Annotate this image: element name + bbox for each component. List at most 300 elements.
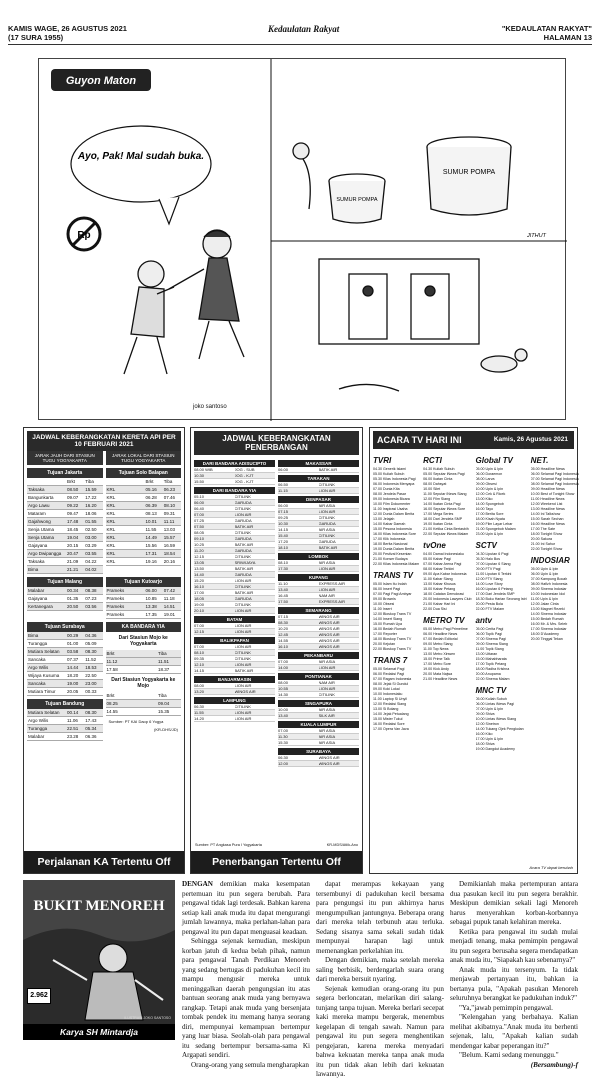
tv-column: [423, 452, 471, 752]
flight-row: 10.55 LION AIR: [278, 686, 359, 692]
program-item: 04.30 Generik Islami: [373, 467, 406, 471]
table-row: KRL 06.28 07.46: [106, 494, 182, 502]
flight-city-header: PONTIANAK: [278, 673, 359, 680]
program-item: 05.00 Kuliah Subuh: [475, 697, 507, 701]
program-item: 05.00 Kabar Pagi: [423, 557, 451, 561]
program-item: 18.00 Catatan Demokrasi: [423, 592, 464, 596]
program-item: 21.00 Ini Sahur: [530, 542, 556, 546]
story-paragraph: Ketika para pengawal itu sudah mulai menjadi tenang, maka pemimpin pengawal itu pun segera berusaha segera mendapatkan anak muda itu, "Siapakah kau sebenarnya?": [450, 927, 578, 964]
sumur-pompa-scene: [293, 137, 511, 223]
flight-row: 07.00 AIR ASIA: [278, 728, 359, 734]
masthead: Kedaulatan Rakyat: [268, 24, 340, 34]
flight-row: 06.40 CITILINK: [194, 506, 275, 512]
kutoarjo-table: [106, 587, 182, 619]
program-item: 14.00 Sinema Indosiar: [530, 612, 567, 616]
tv-column: [476, 452, 527, 752]
table-row: Mutiara Timur 20.05 00.33: [27, 688, 103, 696]
bandara-from: Dari Stasiun Mojo ke Yogyakarta: [118, 635, 168, 647]
program-item: 13.00 Uttaran: [475, 652, 498, 656]
station-headers: [27, 451, 181, 465]
novel-author: Karya SH Mintardja: [23, 1024, 175, 1040]
program-item: 12.00 Jalan Cinta: [530, 602, 559, 606]
table-row: KRL 11.55 13.03: [106, 526, 182, 534]
flight-row: 18.05 GARUDA: [194, 596, 275, 602]
program-item: 09.00 Shiva: [475, 712, 495, 716]
cartoonist-signature: JITHUT: [527, 233, 546, 239]
channel-logo: INDOSIAR: [530, 556, 570, 565]
program-item: 11.00 Inspirasi Usaha: [373, 507, 408, 511]
malang-header: Tujuan Malang: [27, 577, 103, 587]
flight-row: 14.20 LION AIR: [194, 716, 275, 722]
flight-row: 13.40 LION AIR: [278, 587, 359, 593]
flight-city-header: MAKASSAR: [278, 460, 359, 467]
program-item: 07.00 Kampung Bocah: [530, 577, 568, 581]
flight-city-header: LAMPUNG: [194, 697, 275, 704]
program-item: 08.00 Kabar Terkini: [423, 567, 455, 571]
table-row: Bima 21.21 04.02: [27, 566, 103, 574]
flight-row: 16.10 CITILINK: [194, 584, 275, 590]
program-item: 08.00 Hafizh Indonesia: [530, 582, 568, 586]
program-item: 05.00 Upin & Ipin: [475, 467, 504, 471]
program-item: 09.00 Metro Siang: [423, 642, 453, 646]
cartoon-credit: joko santoso: [193, 404, 227, 410]
program-item: 06.00 Doraemon: [475, 472, 503, 476]
story-paragraph: Sejenak kemudian orang-orang itu pun segera berloncatan, melarikan diri salang-tunjang tanpa tujuan. Mereka berlari secepat kaki mereka mampu bergerak, menembus kegelapan di tengah sawah. Namun para pengawal itu pun segera menghentikan pengejaran, karena mereka menyadari bahwa kekuatan mereka tanpa anak muda itu pun tidak akan lebih dari kekuatan lawannya.: [316, 984, 444, 1078]
program-item: 17.00 Mega Series: [423, 512, 454, 516]
channel-logo: Global TV: [475, 456, 513, 465]
table-row: Gajayana 01.35 07.23: [27, 595, 103, 603]
table-row: Gajahwong 17.48 01.55: [27, 518, 103, 526]
bandara-table-2: [106, 700, 182, 716]
channel-logo: tvOne: [423, 541, 446, 550]
program-item: 14.00 Jejak Petualang: [373, 712, 409, 716]
program-item: 16.00 Redaksi Sore: [373, 722, 405, 726]
flight-city-header: BALIKPAPAN: [194, 637, 275, 644]
program-item: 05.00 Cerita Pagi: [475, 627, 504, 631]
program-item: 05.30 Halo Bos: [475, 557, 501, 561]
speech-tail: [159, 197, 179, 224]
program-item: 09.00 Obsesi: [475, 482, 497, 486]
flight-row: 07.15 LION AIR: [278, 509, 359, 515]
flight-row: 14.00 LION AIR: [278, 665, 359, 671]
program-item: 22.00 Bioskop Trans TV: [373, 647, 412, 651]
surabaya-header: Tujuan Surabaya: [27, 622, 103, 632]
table-row: 11.12 11.51: [106, 658, 182, 666]
program-item: 20.00 Mata Najwa: [423, 672, 453, 676]
date-line: KAMIS WAGE, 26 AGUSTUS 2021: [8, 24, 127, 33]
table-row: Prameks 13.38 14.51: [106, 603, 182, 611]
program-item: 09.00 Brownis: [373, 597, 396, 601]
program-item: 07.00 Upin & Ipin: [475, 707, 504, 711]
program-item: 14.00 Ikatan Cinta Pagi: [423, 502, 461, 506]
flight-row: 08.00 NAM AIR: [278, 680, 359, 686]
flight-city-header: DENPASAR: [278, 496, 359, 503]
table-row: Argo Wilis 14.44 18.53: [27, 664, 103, 672]
table-row: Sancaka 07.37 11.52: [27, 656, 103, 664]
flight-row: 11.30 AIR ASIA: [278, 734, 359, 740]
program-item: 10.00 Lintas iNews Siang: [475, 717, 517, 721]
table-row: Bangunkarta 09.07 17.22: [27, 494, 103, 502]
flight-row: 06.00 BATIK AIR: [278, 467, 359, 473]
program-item: 05.00 Kuliah Subuh: [373, 472, 405, 476]
program-item: 06.00 Insert Pagi: [373, 587, 401, 591]
program-item: 15.00 Sarah Sechan: [530, 517, 564, 521]
program-item: 04.00 Damai Indonesiaku: [423, 552, 464, 556]
program-item: 05.00 Islam Itu Indah: [373, 582, 407, 586]
flight-row: 17.50 EXPRESS AIR: [278, 599, 359, 605]
program-item: 04.30 Liputan 6 Pagi: [475, 552, 509, 556]
channel-logo: TVRI: [373, 456, 392, 465]
flight-city-header: DARI BANDARA YIA: [194, 487, 275, 494]
program-item: 16.00 Liputan 6 Petang: [475, 587, 513, 591]
flight-row: 15.40 CITILINK: [278, 533, 359, 539]
serial-novel-banner: [23, 880, 175, 1040]
program-item: 18.00 Radha Krishna: [475, 667, 510, 671]
story-paragraph: "Kelengahan yang berbahaya. Kalian melihat akibatnya."Anak muda itu berhenti sejenak, lalu, "Apakah kalian sudah mendengar kabar peperangan itu?": [450, 1013, 578, 1050]
man-figure: [124, 261, 174, 374]
flight-city-header: KUPANG: [278, 574, 359, 581]
program-item: 08.00 Jendela Pasar: [373, 492, 406, 496]
table-row: KRL 08.13 09.31: [106, 510, 182, 518]
sura-line: (17 SURA 1955): [8, 33, 64, 42]
flight-row: 14.40 GARUDA: [194, 572, 275, 578]
program-item: 13.00 Jelajah: [373, 517, 395, 521]
tv-grid: [373, 452, 579, 752]
program-item: 16.00 Mr. & Mrs. Seleb: [530, 622, 568, 626]
novel-title: BUKIT MENOREH: [33, 898, 165, 914]
program-item: 10.00 Film Dokumenter: [373, 502, 411, 506]
program-item: 13.00 Metro Xinwen: [423, 652, 456, 656]
program-item: 18.00 Shiva: [475, 742, 495, 746]
program-item: 13.00 Headline News: [530, 507, 565, 511]
flight-source: Sumber: PT Angkasa Pura I Yogyakarta: [195, 843, 262, 847]
program-item: 16.00 Seputar iNews Sore: [423, 507, 466, 511]
program-item: 10.00 Indonesiaku: [373, 692, 403, 696]
flight-row: 07.00 LION AIR: [194, 623, 275, 629]
flight-row: 17.20 GARUDA: [278, 539, 359, 545]
story-paragraph: "Ya,"jawab pemimpin pengawal.: [459, 1003, 553, 1012]
program-item: 16.00 Bedah Rumah: [373, 627, 406, 631]
program-item: 17.00 Sinema Indosiar: [530, 627, 567, 631]
bandara-header: KA BANDARA YIA: [106, 622, 182, 632]
program-item: 06.00 Ikatan Cinta: [423, 477, 453, 481]
story-paragraph: Anak muda itu tersenyum. Ia tidak menjawab pertanyaan itu, bahkan ia bertanya pula, "Apakah pasukan Menoreh seluruhnya berangkat ke padukuhan induk?": [450, 965, 578, 1002]
program-item: 17.00 Klik Indonesia: [373, 537, 406, 541]
series-title: Guyon Maton: [65, 75, 137, 87]
program-item: 17.00 Opera Van Java: [373, 727, 409, 731]
story-paragraph: Orang-orang yang semula mengharapkan: [191, 1060, 309, 1069]
program-item: 14.00 Tukang Ojek Pengkolan: [475, 727, 524, 731]
program-item: 07.00 Selamat Pagi Indonesia: [530, 477, 579, 481]
program-item: 22.00 FTV Malam: [475, 607, 505, 611]
flight-row: 14.30 CITILINK: [278, 692, 359, 698]
table-row: Gajayana 20.15 03.29: [27, 542, 103, 550]
program-item: 19.00 Kick Andy: [423, 667, 449, 671]
flight-row: 10.00 AIR ASIA: [278, 707, 359, 713]
flight-row: 06.50 CITILINK: [278, 482, 359, 488]
flight-row: 06.00 AIR ASIA: [278, 503, 359, 509]
flight-row: 10.30 GARUDA: [278, 521, 359, 527]
flight-row: 14.15 AIR ASIA: [278, 527, 359, 533]
channel-logo: RCTI: [423, 456, 442, 465]
program-item: 07.00 Kabar Arena Pagi: [423, 562, 462, 566]
flight-row: 12.10 LION AIR: [194, 662, 275, 668]
table-row: Prameks 06.00 07.42: [106, 587, 182, 595]
train-source: Sumber: PT KAI Daop 6 Yogya: [108, 719, 164, 724]
jakarta-table: [27, 486, 103, 574]
flight-row: 07.50 BATIK AIR: [194, 524, 275, 530]
solo-table: [106, 486, 182, 566]
tv-column: [373, 452, 419, 752]
paper-name: "KEDAULATAN RAKYAT": [501, 24, 592, 33]
program-item: 19.00 Dangdut Academy: [475, 747, 515, 751]
channel-logo: antv: [475, 616, 492, 625]
story-paragraph: dapat merampas kekayaan yang tersembunyi di padukuhan kecil bersama para pengungsi itu pun akhirnya harus mengumpulkan jantungnya. Beberapa orang dari mereka telah terbunuh atau terluka. Sedang sisanya sama sekali sudah tidak mempunyai harapan lagi untuk memenangkan perkelahian itu.: [316, 880, 444, 955]
program-item: 15.00 Bedah Rumah: [530, 617, 564, 621]
program-item: 14.00 Ini Talkshow: [530, 512, 561, 516]
program-item: 13.00 Kabar Khusus: [423, 582, 456, 586]
program-item: 17.00 Upin & Ipin: [475, 737, 504, 741]
program-item: 20.00 Pesta Bola: [475, 602, 503, 606]
program-item: 04.30 Kuliah Subuh: [423, 467, 455, 471]
program-item: 11.00 Liputan 6 Terkini: [475, 572, 512, 576]
program-item: 22.00 Tonight Show: [530, 547, 563, 551]
story-paragraph: Dengan demikian, maka setelah mereka saling berbisik, berdengarlah suara orang dari mereka bersuit nyaring.: [316, 956, 444, 983]
flight-row: 16.10 WINGS AIR: [278, 644, 359, 650]
table-row: Prameks 10.85 11.18: [106, 595, 182, 603]
program-item: 12.00 Weekend List: [530, 502, 563, 506]
tv-schedule-panel: [369, 427, 578, 874]
program-item: 22.00 Kilas Indonesia Malam: [373, 562, 420, 566]
story-paragraph: Demikianlah maka pertempuran antara dua pasukan kecil itu pun segera berakhir. Meskipun demikian sekali lagi Menoreh harus menyerahkan korban-korbannya sebagai pupuk tanah kelahiran mereka.: [450, 880, 578, 926]
table-row: KRL 06.39 08.10: [106, 502, 182, 510]
flight-row: 09.35 CITILINK: [194, 656, 275, 662]
table-row: Mataram 09.47 18.06: [27, 510, 103, 518]
flight-row: 08.00 WIB JOG - SUB: [194, 467, 275, 473]
table-row: KRL 05.16 06.23: [106, 486, 182, 494]
program-item: 14.00 Spongebob: [475, 502, 504, 506]
program-item: 12.00 FTV Siang: [475, 577, 503, 581]
flight-city-header: SURABAYA: [278, 748, 359, 755]
program-item: 06.00 Headline News: [423, 632, 458, 636]
table-row: KRL 19.16 20.16: [106, 558, 182, 566]
program-item: 11.00 Laptop Si Unyil: [373, 697, 407, 701]
story-paragraph: Sehingga sejenak kemudian, meskipun korban jatuh di kedua belah pihak, namun para pengawal Tanah Perdikan Menoreh yang sedang bertugas di padukuhan kecil itu mampu mengusir mereka untuk meninggalkan daerah pengungsian itu atas bantuan seorang anak muda yang bernyawa rangkap. Tetapi anak muda yang bersenjata tombak pendek itu memang hanya seorang diri, mempunyai kemampuan bertempur yang luar biasa. Seolah-olah para pengawal itu sedang bertempur bersama-sama Ki Argapati sendiri.: [182, 937, 310, 1059]
program-item: 18.00 Berita Nasional: [373, 542, 408, 546]
program-item: 11.00 Seputar iNews Siang: [423, 492, 467, 496]
program-item: 05.30 Kilas Indonesia Pagi: [373, 477, 416, 481]
program-item: 11.00 Kabar Siang: [423, 577, 453, 581]
program-item: 14.00 Insert Siang: [373, 617, 403, 621]
table-row: Mutiara Selatan 03.58 08.30: [27, 648, 103, 656]
tv-title: ACARA TV HARI INI: [377, 435, 462, 445]
program-item: 17.00 Metro Sore: [423, 662, 451, 666]
channel-logo: SCTV: [475, 541, 497, 550]
program-item: 20.00 Tinggal Tekan: [530, 637, 563, 641]
flight-row: 08.00 LION AIR: [194, 683, 275, 689]
flight-row: 07.00 LION AIR: [194, 644, 275, 650]
flight-row: 06.30 WINGS AIR: [278, 755, 359, 761]
program-item: 17.00 The Sate: [530, 527, 556, 531]
program-item: 15.00 Rumah Uya: [373, 622, 402, 626]
program-item: 12.00 Sinetron: [475, 722, 499, 726]
program-item: 11.00 Top News: [423, 647, 449, 651]
channel-logo: MNC TV: [475, 686, 507, 695]
channel-logo: METRO TV: [423, 616, 465, 625]
table-row: Mutiara Selatan 00.14 08.30: [27, 709, 103, 717]
flight-row: 12.45 WINGS AIR: [278, 632, 359, 638]
program-item: 06.00 Selamat Pagi Indonesia: [530, 472, 579, 476]
bandara-to: Dari Stasiun Yogyakarta ke Mojo: [111, 677, 176, 689]
table-row: KRL 17.31 18.54: [106, 550, 182, 558]
channel-logo: TRANS TV: [373, 571, 413, 580]
program-item: 20.00 Indonesia Lawyers Club: [423, 597, 472, 601]
program-item: 12.00 Redaksi Siang: [373, 702, 407, 706]
pompa-label-1: SUMUR POMPA: [442, 169, 496, 176]
flight-schedule-panel: [190, 427, 363, 874]
program-item: 21.00 Spongebob Malam: [475, 527, 516, 531]
program-item: 05.00 Upin & Ipin: [530, 567, 559, 571]
table-row: Taksaka 21.09 04.22: [27, 558, 103, 566]
program-item: 21.00 Konser Budaya: [373, 557, 408, 561]
program-item: 10.00 Silet: [423, 487, 441, 491]
program-item: 10.00 Best of Tonight Show: [530, 492, 575, 496]
program-item: 22.00 Dua Sisi: [423, 607, 447, 611]
program-item: 10.00 Obsesi: [373, 602, 395, 606]
flight-code: KR-MDS/Atlik-Ano: [326, 843, 358, 847]
flight-row: 08.30 WINGS AIR: [278, 620, 359, 626]
program-item: 07.00 Liputan 6 Siang: [475, 562, 511, 566]
program-item: 05.00 Selamat Pagi: [373, 667, 405, 671]
continued-note: (Bersambung)-f: [530, 1060, 578, 1069]
program-item: 06.00 Upin & Ipin: [530, 572, 559, 576]
program-item: 18.00 Kisah Nyata: [475, 517, 505, 521]
flight-row: 14.55 WINGS AIR: [278, 638, 359, 644]
episode-badge: 2.962: [27, 988, 51, 1004]
flight-row: 08.10 AIR ASIA: [278, 560, 359, 566]
speech-text: Ayo, Pak! Mal sudah buka.: [77, 151, 205, 162]
flight-city-header: PEKANBARU: [278, 652, 359, 659]
table-row: Argo Wilis 11.06 17.43: [27, 717, 103, 725]
program-item: 20.00 Sakura: [530, 537, 553, 541]
program-item: 09.00 Indonesia Bicara: [373, 497, 410, 501]
program-item: 13.00 Kiko: [475, 497, 493, 501]
woman-figure: [169, 230, 244, 359]
program-item: 13.00 Magnet Rezeki: [530, 607, 565, 611]
flight-row: 19.00 CITILINK: [194, 602, 275, 608]
program-item: 21.00 Kabar Hari Ini: [423, 602, 456, 606]
table-row: Turangga 22.51 05.34: [27, 725, 103, 733]
flight-row: 17.00 BATIK AIR: [194, 590, 275, 596]
program-item: 21.00 Headline News: [423, 677, 458, 681]
program-item: 11.00 Insert: [373, 607, 392, 611]
jakarta-header: Tujuan Jakarta: [27, 468, 103, 478]
flight-row: 15.20 LION AIR: [194, 578, 275, 584]
bandung-table: [27, 709, 103, 741]
program-item: 17.00 Reporter: [373, 632, 397, 636]
train-footer: Perjalanan KA Tertentu Off: [24, 851, 184, 873]
program-item: 09.00 Apa Kabar Indonesia: [423, 572, 467, 576]
program-item: 18.30 Buku Harian Seorang Istri: [475, 597, 527, 601]
flight-city-header: SEMARANG: [278, 607, 359, 614]
solo-header: Tujuan Solo Balapan: [106, 468, 182, 478]
program-item: 17.00 Berita Sore: [475, 512, 504, 516]
flight-city-header: DARI BANDARA ADISUCIPTO: [194, 460, 275, 467]
flight-row: 11.10 EXPRESS AIR: [278, 581, 359, 587]
program-item: 12.00 Cek & Ricek: [475, 492, 506, 496]
flight-row: 20.10 LION AIR: [194, 608, 275, 614]
program-item: 09.00 Sinema Indosiar: [530, 587, 567, 591]
flight-row: 15.30 AIR ASIA: [278, 740, 359, 746]
program-item: 06.00 Redaksi Pagi: [373, 672, 405, 676]
flight-column-right: [278, 458, 359, 767]
program-item: 07.00 Pagi Pagi Ambyar: [373, 592, 412, 596]
table-row: Kertanegara 20.50 03.56: [27, 603, 103, 611]
table-row: Prameks 17.35 19.01: [106, 611, 182, 619]
flight-row: 06.00 GARUDA: [194, 500, 275, 506]
program-item: 10.00 Indonesian Idol: [530, 592, 566, 596]
program-item: 08.00 Selamat Pagi Indonesia: [530, 482, 579, 486]
program-item: 11.00 Topik Siang: [475, 647, 504, 651]
program-item: 13.00 Si Bolang: [373, 707, 399, 711]
program-item: 08.00 Dahsyat: [423, 482, 447, 486]
table-row: Wijaya Kusuma 18.20 22.50: [27, 672, 103, 680]
flight-city-header: SINGAPURA: [278, 700, 359, 707]
story-column-3: [450, 880, 578, 1070]
program-item: 12.00 Film Siang: [423, 497, 451, 501]
flight-row: 08.10 CITILINK: [194, 650, 275, 656]
program-item: 09.00 Sinema Siang: [475, 642, 508, 646]
program-item: 15.00 Pesona Indonesia: [373, 527, 412, 531]
page-header: [0, 0, 600, 58]
cartoon-panel: [38, 58, 566, 420]
program-item: 15.00 Mahabharata: [475, 657, 507, 661]
program-item: 09.00 Headline News: [530, 487, 565, 491]
story-paragraph: "Belum. Kami sedang menunggu.": [459, 1051, 559, 1059]
program-item: 19.00 Ikatan Cinta: [423, 522, 453, 526]
program-item: 19.00 Film Layar Lebar: [475, 522, 513, 526]
program-item: 07.00 Bedah Editorial: [423, 637, 458, 641]
flight-row: 11.20 GARUDA: [194, 548, 275, 554]
program-item: 20.00 Kejutan: [373, 642, 396, 646]
flight-row: 13.40 SILK AIR: [278, 713, 359, 719]
program-item: 20.00 Festival Kesenian: [373, 552, 412, 556]
program-item: 18.00 Bioskop Trans TV: [373, 637, 412, 641]
flight-row: 07.15 WINGS AIR: [278, 614, 359, 620]
flight-city-header: BANJARMASIN: [194, 676, 275, 683]
program-item: 06.00 Lintas iNews Pagi: [475, 702, 515, 706]
program-item: 07.00 Ragam Indonesia: [373, 677, 412, 681]
flight-footer: Penerbangan Tertentu Off: [191, 851, 362, 873]
program-item: 16.00 Tayo: [475, 507, 494, 511]
program-item: 11.00 Upin & Ipin: [530, 597, 558, 601]
flight-row: 12.00 WINGS AIR: [278, 761, 359, 767]
story-column-1: [182, 880, 310, 1070]
table-row: Senja Utama 18.45 02.50: [27, 526, 103, 534]
program-item: 08.00 Jejak Si Gundul: [373, 682, 409, 686]
program-item: 22.00 Seputar iNews Malam: [423, 532, 469, 536]
program-item: 06.00 Topik Pagi: [475, 632, 503, 636]
program-item: 14.00 Love Story: [475, 582, 503, 586]
table-row: Argo Dwipangga 20.47 03.55: [27, 550, 103, 558]
pompa-label-2: SUMUR POMPA: [336, 197, 378, 203]
program-item: 09.00 FTV Pagi: [475, 567, 501, 571]
flight-row: 10.20 WINGS AIR: [278, 626, 359, 632]
program-item: 15.00 Mister Tukul: [373, 717, 403, 721]
program-item: 16.00 Kilas Indonesia Sore: [373, 532, 416, 536]
page-number: HALAMAN 13: [543, 33, 592, 42]
flight-row: 11.15 LION AIR: [278, 488, 359, 494]
